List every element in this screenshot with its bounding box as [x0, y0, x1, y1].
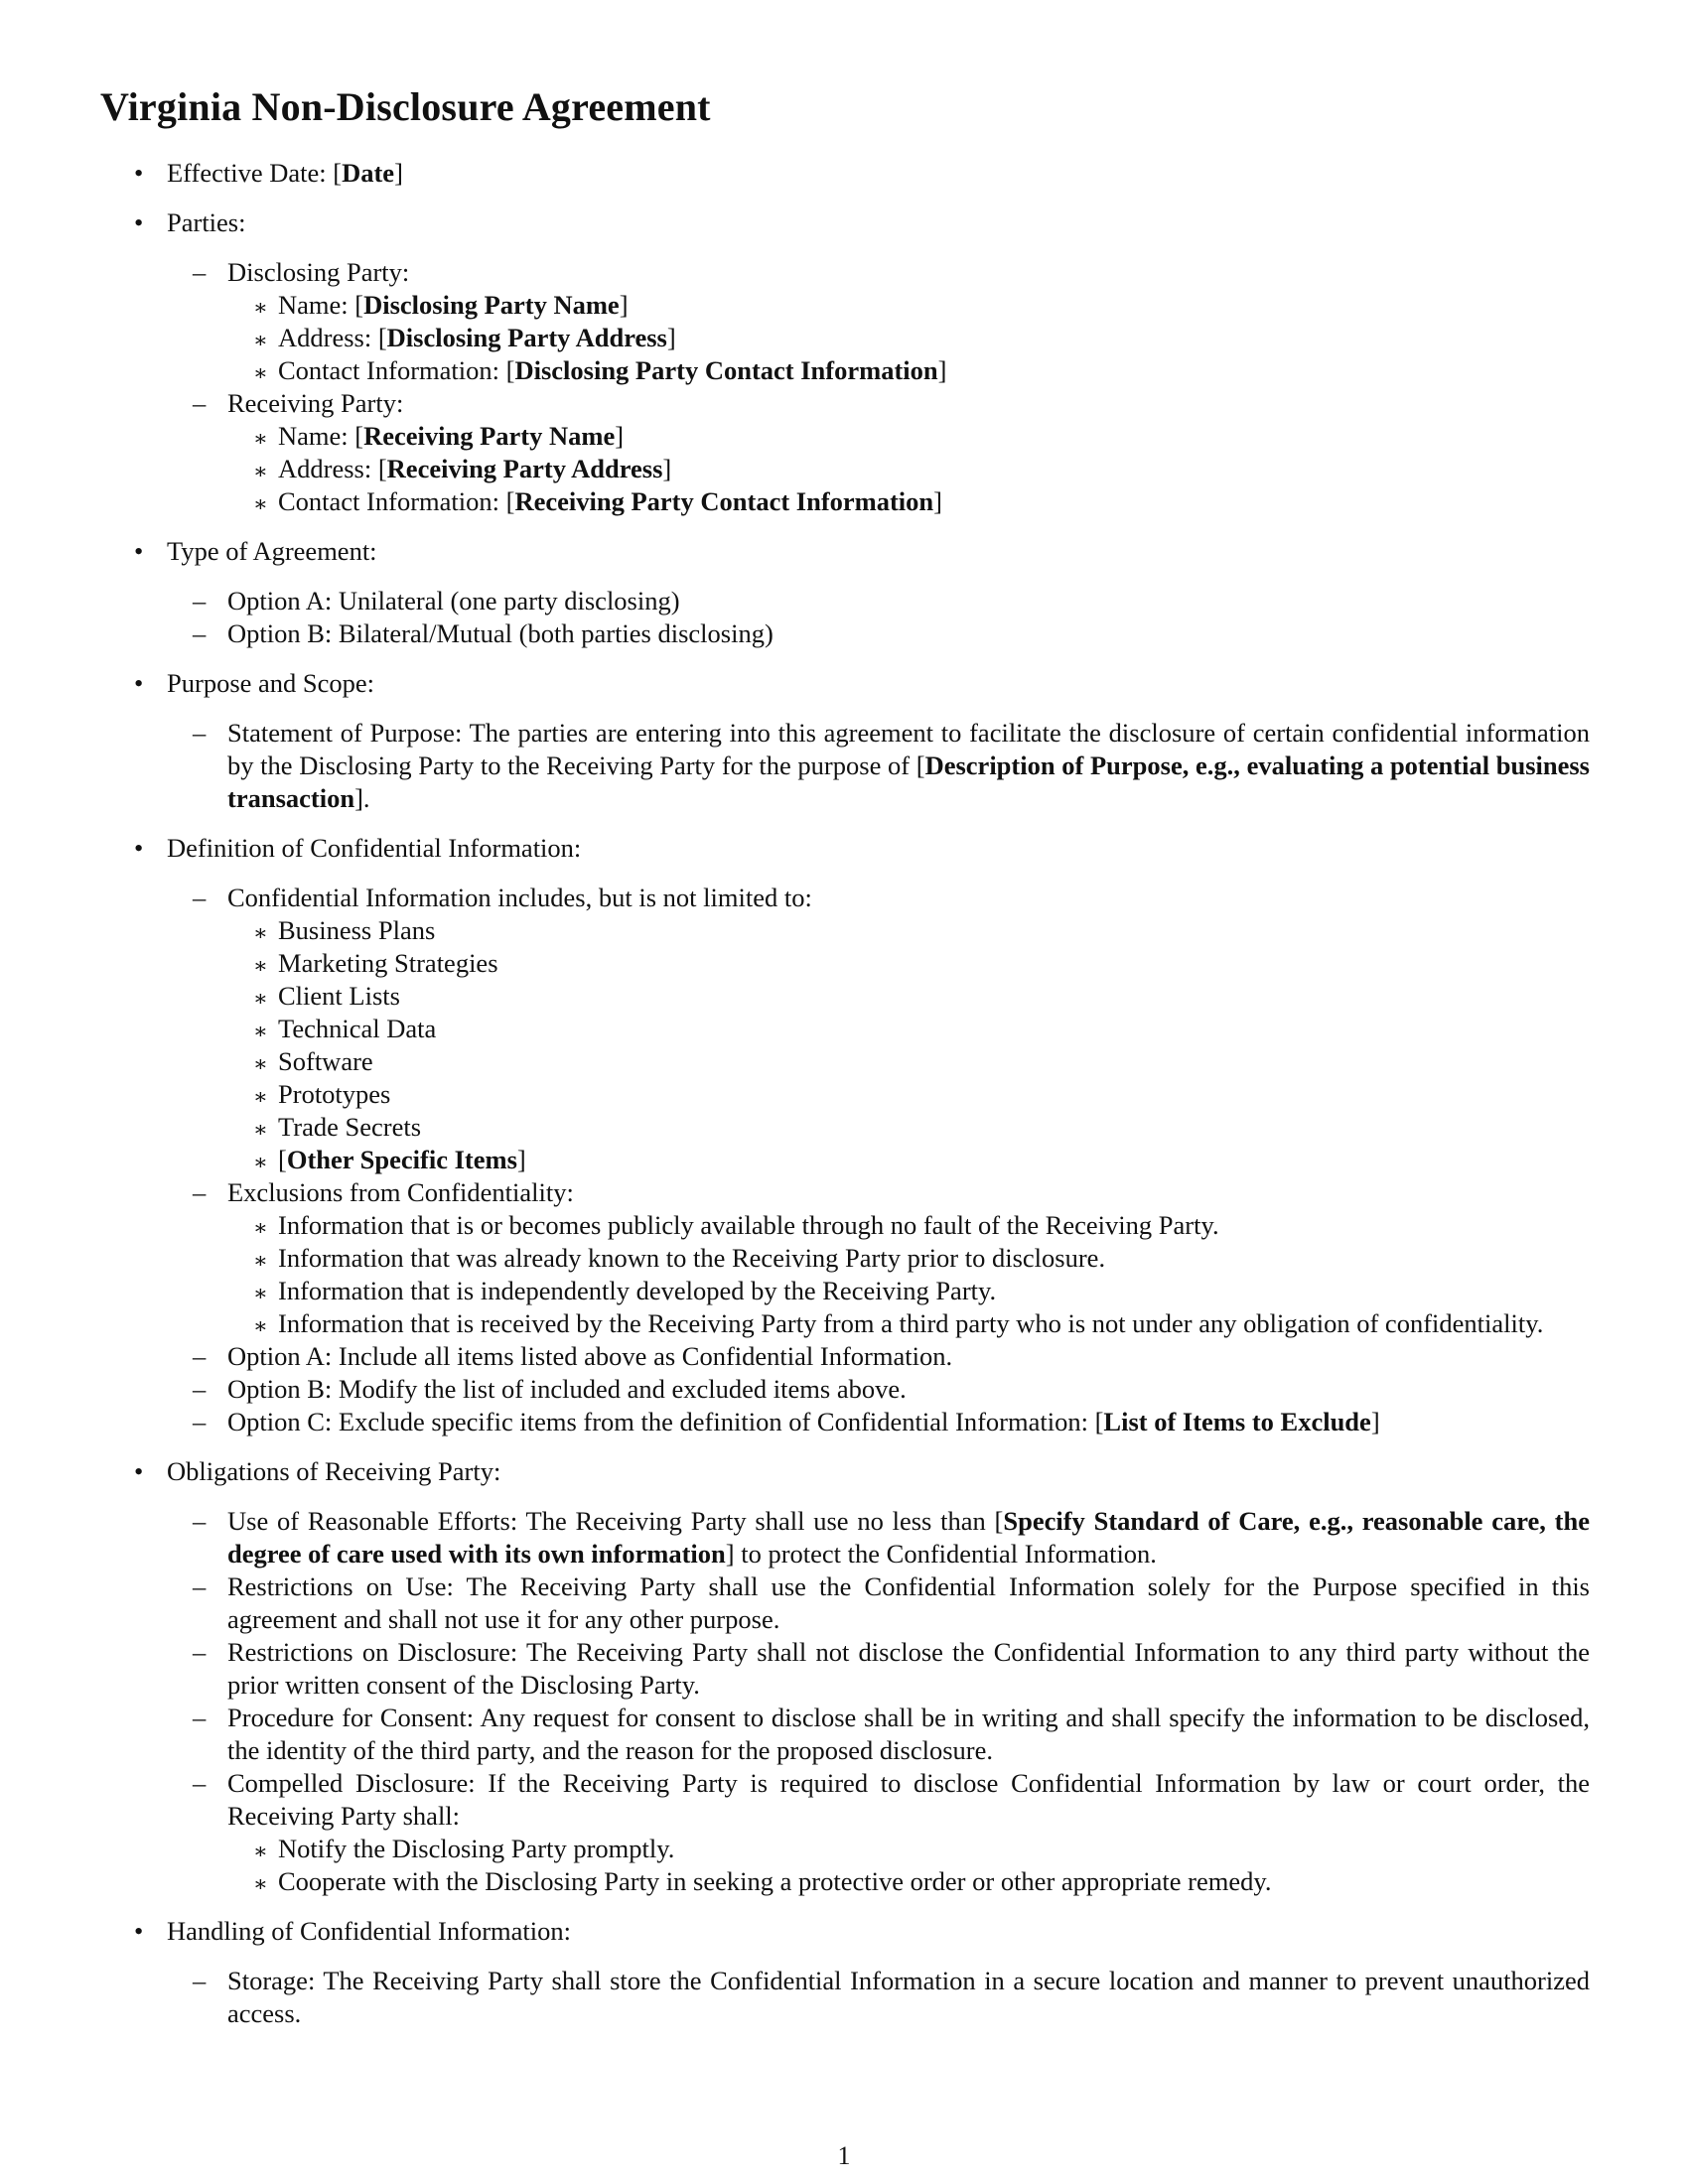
- dash-icon: –: [193, 1341, 207, 1371]
- list-item: ∗ Information that was already known to the Receiving Party prior to disclosure.: [227, 1242, 1590, 1275]
- receiving-address: ∗ Address: [Receiving Party Address]: [227, 453, 1590, 485]
- dash-icon: –: [193, 1374, 207, 1404]
- list-item: ∗ Cooperate with the Disclosing Party in seeking a protective order or other appropriate remedy.: [227, 1865, 1590, 1898]
- list-item: ∗ Information that is or becomes publicly available through no fault of the Receiving Party.: [227, 1209, 1590, 1242]
- list-item: ∗ [Other Specific Items]: [227, 1144, 1590, 1176]
- bullet-icon: •: [134, 833, 144, 863]
- list-item: ∗ Information that is received by the Receiving Party from a third party who is not under any obligation of confidentiality.: [227, 1307, 1590, 1340]
- asterisk-icon: ∗: [253, 1871, 268, 1896]
- dash-icon: –: [193, 388, 207, 418]
- asterisk-icon: ∗: [253, 1839, 268, 1863]
- exclusions-item: – Exclusions from Confidentiality: ∗ Information that is or becomes publicly available through no fault of the Receiving Party. ∗ Information that was already known to the Receiving Party prior to disclosure. ∗ Information that is independently developed by the Receiving Party. ∗ Information that is received by the Receiving Party from a third party who is not under any obligation of confidentiality.: [167, 1176, 1590, 1340]
- list-item: ∗ Client Lists: [227, 980, 1590, 1013]
- purpose-item: • Purpose and Scope: – Statement of Purpose: The parties are entering into this agreement to facilitate the disclosure of certain confidential information by the Disclosing Party to the Receiving Party for the purpose of [Description of Purpose, e.g., evaluating a potential business transaction].: [134, 668, 1590, 813]
- asterisk-icon: ∗: [253, 426, 268, 451]
- receiving-contact: ∗ Contact Information: [Receiving Party Contact Information]: [227, 485, 1590, 518]
- dash-icon: –: [193, 1768, 207, 1798]
- bullet-icon: •: [134, 207, 144, 237]
- disclosing-contact: ∗ Contact Information: [Disclosing Party Contact Information]: [227, 354, 1590, 387]
- dash-icon: –: [193, 1407, 207, 1436]
- definition-option-b: – Option B: Modify the list of included and excluded items above.: [193, 1374, 907, 1404]
- disclosing-name: ∗ Name: [Disclosing Party Name]: [227, 289, 1590, 322]
- asterisk-icon: ∗: [253, 459, 268, 483]
- compelled-disclosure: – Compelled Disclosure: If the Receiving Party is required to disclose Confidential Information by law or court order, the Receiving Party shall: ∗ Notify the Disclosing Party promptly. ∗ Cooperate with the Disclosing Party in seeking a protective order or other appropriate remedy.: [167, 1767, 1590, 1898]
- asterisk-icon: ∗: [253, 328, 268, 352]
- dash-icon: –: [193, 1966, 207, 1995]
- bullet-icon: •: [134, 158, 144, 188]
- includes-item: – Confidential Information includes, but is not limited to: ∗ Business Plans ∗ Marketing Strategies ∗ Client Lists ∗ Technical Data ∗ Software ∗ Prototypes ∗ Trade Secrets ∗ [Other Specific Items]: [167, 882, 1590, 1176]
- list-item: ∗ Business Plans: [227, 914, 1590, 947]
- asterisk-icon: ∗: [253, 953, 268, 978]
- asterisk-icon: ∗: [253, 1051, 268, 1076]
- parties-label: Parties:: [167, 207, 246, 237]
- dash-icon: –: [193, 586, 207, 615]
- bullet-icon: •: [134, 1916, 144, 1946]
- asterisk-icon: ∗: [253, 1084, 268, 1109]
- definition-item: • Definition of Confidential Information: – Confidential Information includes, but is not limited to: ∗ Business Plans ∗ Marketing Strategies ∗ Client Lists ∗ Technical Data ∗ Software ∗ Prototypes ∗ Trade Secrets ∗ [Other Specific Items] – Exclusions from Confidentiality: ∗ Information that is or becomes publicly available through no fault of the Receiving Party. ∗ Information that was already known to the Receiving Party prior to disclosure. ∗ Information that is independently developed by the Receiving Party. ∗ Information that is received by the Receiving Party from a third party who is not under any obligation of confidentiality. – Option A: Include all items listed above as Confidential Information. – Option B: Modify the list of included and excluded items above. – Option C: Exclude specific items from the definition of Confidential Information: [List of Items to Exclude]: [100, 832, 1590, 1438]
- document-title: Virginia Non-Disclosure Agreement: [100, 84, 711, 129]
- list-item: ∗ Prototypes: [227, 1078, 1590, 1111]
- asterisk-icon: ∗: [253, 360, 268, 385]
- asterisk-icon: ∗: [253, 1281, 268, 1305]
- definition-option-c: – Option C: Exclude specific items from the definition of Confidential Information: [List of Items to Exclude]: [193, 1407, 1380, 1436]
- storage: – Storage: The Receiving Party shall store the Confidential Information in a secure location and manner to prevent unauthorized access.: [193, 1966, 1590, 2028]
- page-number: 1: [837, 2141, 851, 2170]
- document-body: [100, 157, 1590, 2047]
- list-item: ∗ Trade Secrets: [227, 1111, 1590, 1144]
- reasonable-efforts: – Use of Reasonable Efforts: The Receiving Party shall use no less than [Specify Standard of Care, e.g., reasonable care, the degree of care used with its own information] to protect the Confidential Information.: [193, 1506, 1591, 1569]
- agreement-option-a: – Option A: Unilateral (one party disclosing): [193, 586, 680, 615]
- dash-icon: –: [193, 1177, 207, 1207]
- type-of-agreement-item: • Type of Agreement: – Option A: Unilateral (one party disclosing) – Option B: Bilateral/Mutual (both parties disclosing): [100, 535, 1590, 650]
- list-item: ∗ Notify the Disclosing Party promptly.: [227, 1833, 1590, 1865]
- agreement-option-b: – Option B: Bilateral/Mutual (both parties disclosing): [193, 618, 774, 648]
- dash-icon: –: [193, 718, 207, 748]
- obligations-item: • Obligations of Receiving Party: – Use of Reasonable Efforts: The Receiving Party shall use no less than [Specify Standard of Care, e.g., reasonable care, the degree of care used with its own information] to protect the Confidential Information. – Restrictions on Use: The Receiving Party shall use the Confidential Information solely for the Purpose specified in this agreement and shall not use it for any other purpose. – Restrictions on Disclosure: The Receiving Party shall not disclose the Confidential Information to any third party without the prior written consent of the Disclosing Party. – Procedure for Consent: Any request for consent to disclose shall be in writing and shall specify the information to be disclosed, the identity of the third party, and the reason for the proposed disclosure. – Compelled Disclosure: If the Receiving Party is required to disclose Confidential Information by law or court order, the Receiving Party shall: ∗ Notify the Disclosing Party promptly. ∗ Cooperate with the Disclosing Party in seeking a protective order or other appropriate remedy.: [100, 1455, 1590, 1898]
- asterisk-icon: ∗: [253, 1313, 268, 1338]
- asterisk-icon: ∗: [253, 1019, 268, 1043]
- asterisk-icon: ∗: [253, 1117, 268, 1142]
- dash-icon: –: [193, 618, 207, 648]
- asterisk-icon: ∗: [253, 986, 268, 1011]
- bullet-icon: •: [134, 668, 144, 698]
- restrictions-on-disclosure: – Restrictions on Disclosure: The Receiving Party shall not disclose the Confidential Information to any third party without the prior written consent of the Disclosing Party.: [193, 1637, 1590, 1700]
- asterisk-icon: ∗: [253, 1248, 268, 1273]
- asterisk-icon: ∗: [253, 1150, 268, 1174]
- dash-icon: –: [193, 257, 207, 287]
- bullet-icon: •: [134, 536, 144, 566]
- section-list: [100, 157, 1590, 2030]
- asterisk-icon: ∗: [253, 491, 268, 516]
- list-item: ∗ Marketing Strategies: [227, 947, 1590, 980]
- list-item: ∗ Technical Data: [227, 1013, 1590, 1045]
- asterisk-icon: ∗: [253, 920, 268, 945]
- definition-option-a: – Option A: Include all items listed above as Confidential Information.: [193, 1341, 953, 1371]
- procedure-for-consent: – Procedure for Consent: Any request for consent to disclose shall be in writing and shall specify the information to be disclosed, the identity of the third party, and the reason for the proposed disclosure.: [193, 1703, 1590, 1765]
- parties-item: [100, 206, 1590, 518]
- list-item: ∗ Software: [227, 1045, 1590, 1078]
- dash-icon: –: [193, 1506, 207, 1536]
- handling-item: • Handling of Confidential Information: – Storage: The Receiving Party shall store the Confidential Information in a secure location and manner to prevent unauthorized access.: [134, 1916, 1590, 2028]
- dash-icon: –: [193, 1637, 207, 1667]
- restrictions-on-use: – Restrictions on Use: The Receiving Party shall use the Confidential Information solely for the Purpose specified in this agreement and shall not use it for any other purpose.: [193, 1571, 1590, 1634]
- asterisk-icon: ∗: [253, 1215, 268, 1240]
- bullet-icon: •: [134, 1456, 144, 1486]
- asterisk-icon: ∗: [253, 295, 268, 320]
- dash-icon: –: [193, 1571, 207, 1601]
- effective-date-placeholder: Date: [342, 158, 395, 188]
- statement-of-purpose: – Statement of Purpose: The parties are entering into this agreement to facilitate the disclosure of certain confidential information by the Disclosing Party to the Receiving Party for the purpose of [Description of Purpose, e.g., evaluating a potential business transaction].: [193, 718, 1590, 813]
- list-item: ∗ Information that is independently developed by the Receiving Party.: [227, 1275, 1590, 1307]
- receiving-name: ∗ Name: [Receiving Party Name]: [227, 420, 1590, 453]
- dash-icon: –: [193, 883, 207, 912]
- disclosing-address: ∗ Address: [Disclosing Party Address]: [227, 322, 1590, 354]
- dash-icon: –: [193, 1703, 207, 1732]
- effective-date-item: • Effective Date: [Date]: [134, 158, 403, 188]
- receiving-party-item: – Receiving Party: ∗ Name: [Receiving Party Name] ∗ Address: [Receiving Party Address] ∗ Contact Information: [Receiving Party Contact Information]: [167, 387, 1590, 518]
- disclosing-party-item: – Disclosing Party: ∗ Name: [Disclosing Party Name] ∗ Address: [Disclosing Party Address] ∗ Contact Information: [Disclosing Party Contact Information]: [167, 256, 1590, 387]
